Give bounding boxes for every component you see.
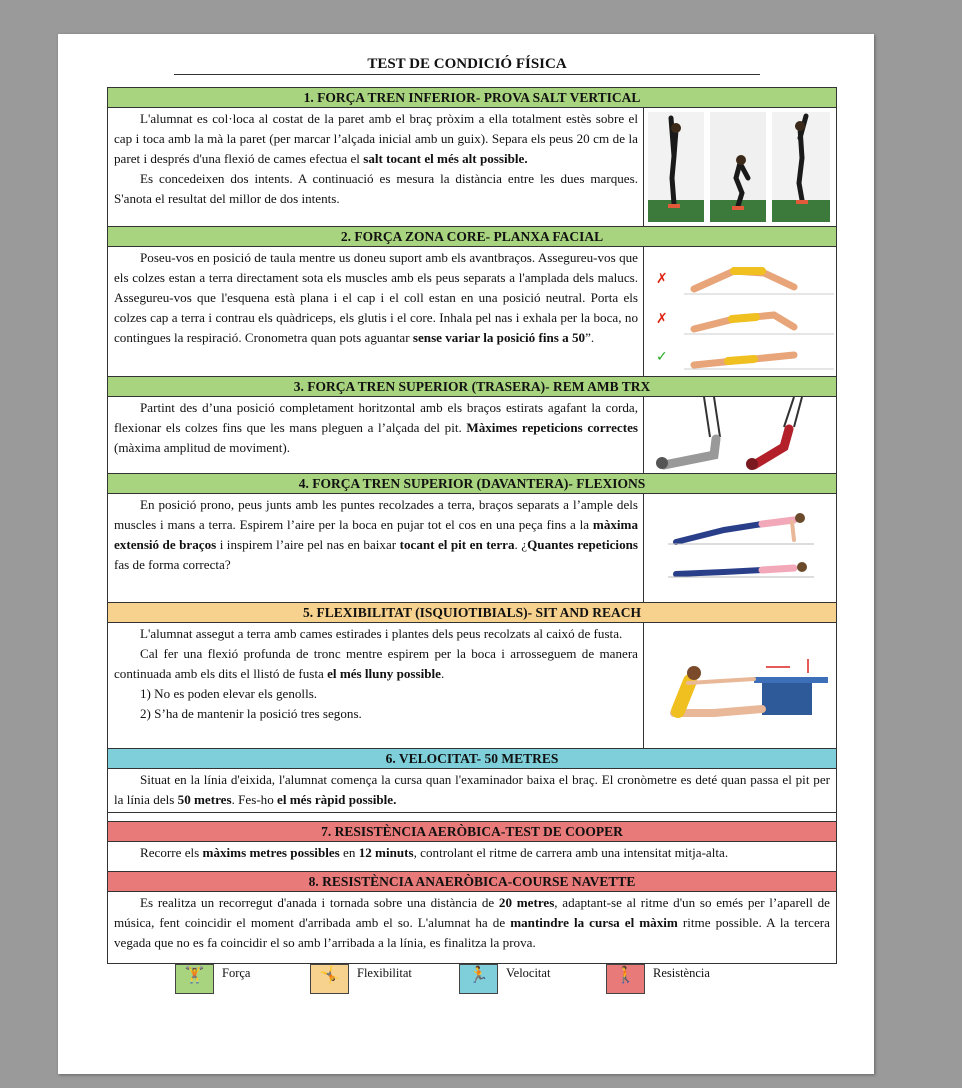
text: i inspirem l’aire pel nas en baixar <box>216 537 400 552</box>
section-7-body <box>108 842 836 872</box>
paragraph: Es concedeixen dos intents. A continuació es mesura la distància entre les dues marques. S'anota el resultat del millor de dos intents. <box>114 171 638 206</box>
plank-illustration <box>643 247 836 376</box>
tests-table <box>107 87 837 964</box>
section-5-body <box>108 623 836 749</box>
bold-text: el més ràpid possible. <box>277 792 397 807</box>
page-title: TEST DE CONDICIÓ FÍSICA <box>174 56 760 75</box>
section-4-body <box>108 494 836 603</box>
section-3-text <box>108 397 643 473</box>
text: Situat en la línia d'eixida, l'alumnat comença la cursa quan l'examinador baixa el braç. El cronòmetre es deté quan passa el pit per la línia dels <box>114 772 830 807</box>
svg-text:✓: ✓ <box>656 349 668 365</box>
paragraph: 2) S’ha de mantenir la posició tres segons. <box>140 706 362 721</box>
legend-item-velocitat <box>459 964 550 994</box>
legend-item-flexibilitat <box>310 964 412 994</box>
section-5-header: 5. FLEXIBILITAT (ISQUIOTIBIALS)- SIT AND REACH <box>108 603 836 623</box>
text: . ¿ <box>514 537 528 552</box>
text: Poseu-vos en posició de taula mentre us doneu suport amb els avantbraços. Assegureu-vos que els colzes estan a terra directament sota els muscles amb els peus separats a l'amplada dels malucs. Assegureu-vos que l'esquena està plana i el cap i el coll estan en una posició neutral. Porta els colzes cap a terra i contrau els quàdriceps, els glutis i el core. Inhala pel nas i exhala per la boca, no contingues la respiració. Cronometra quan pots aguantar <box>114 250 638 345</box>
section-8-header: 8. RESISTÈNCIA ANAERÒBICA-COURSE NAVETTE <box>108 872 836 892</box>
legend-item-resistencia <box>606 964 710 994</box>
section-2-header: 2. FORÇA ZONA CORE- PLANXA FACIAL <box>108 227 836 247</box>
legend <box>58 964 874 998</box>
section-3-body <box>108 397 836 474</box>
text: Cal fer una flexió profunda de tronc mentre espirem per la boca i arrosseguem de manera continuada amb els dits el llistó de fusta <box>114 646 638 681</box>
bold-text: 50 metres <box>177 792 232 807</box>
section-1-header: 1. FORÇA TREN INFERIOR- PROVA SALT VERTICAL <box>108 88 836 108</box>
section-1-body <box>108 108 836 227</box>
trx-row-illustration <box>643 397 836 473</box>
svg-text:✗: ✗ <box>656 271 668 287</box>
stretch-icon: 🤸 <box>310 964 349 994</box>
section-6-body <box>108 769 836 813</box>
paragraph: 1) No es poden elevar els genolls. <box>140 686 318 701</box>
vertical-jump-photo <box>643 108 836 226</box>
pushup-illustration <box>643 494 836 602</box>
bold-text: sense variar la posició fins a 50 <box>412 330 586 345</box>
section-3-header: 3. FORÇA TREN SUPERIOR (TRASERA)- REM AMB TRX <box>108 377 836 397</box>
bold-text: màxims metres possibles <box>202 845 340 860</box>
text: , adaptant-se al ritme d'un so emés per l’aparell de música, fent coincidir el moment d'arribada amb el so. L'alumnat ha de <box>114 895 830 930</box>
section-2-body <box>108 247 836 377</box>
section-2-text <box>108 247 643 376</box>
legend-label: Força <box>222 966 251 980</box>
spacer <box>108 813 836 821</box>
sit-and-reach-illustration <box>643 623 836 748</box>
legend-label: Resistència <box>653 966 710 980</box>
bold-text: salt tocant el més alt possible. <box>363 151 528 166</box>
document-page <box>58 34 874 1074</box>
section-6-header: 6. VELOCITAT- 50 METRES <box>108 749 836 769</box>
legend-label: Flexibilitat <box>357 966 412 980</box>
bold-text: 20 metres <box>498 895 555 910</box>
svg-text:✗: ✗ <box>656 311 668 327</box>
text: (màxima amplitud de moviment). <box>114 440 290 455</box>
section-5-text <box>108 623 643 748</box>
text: ”. <box>585 330 595 345</box>
section-1-text <box>108 108 643 226</box>
text: ritme possible. A la tercera vegada que no es fa coincidir el so amb l’arribada a la línia, es finalitza la prova. <box>114 915 830 950</box>
section-7-header: 7. RESISTÈNCIA AERÒBICA-TEST DE COOPER <box>108 821 836 842</box>
legend-label: Velocitat <box>506 966 551 980</box>
text: Recorre els <box>140 845 203 860</box>
bold-text: tocant el pit en terra <box>399 537 515 552</box>
section-8-text <box>108 892 836 963</box>
legend-item-forca <box>175 964 250 994</box>
text: fas de forma correcta? <box>114 557 231 572</box>
text: Partint des d’una posició completament horitzontal amb els braços estirats agafant la corda, flexionar els colzes fins que les mans pleguen a l’alçada del pit. <box>114 400 638 435</box>
text: . Fes-ho <box>231 792 278 807</box>
text: En posició prono, peus junts amb les puntes recolzades a terra, braços separats a l’ample dels muscles i mans a terra. Espirem l’aire per la boca en pujar tot el cos en una peça fins a la <box>114 497 638 532</box>
bold-text: 12 minuts <box>358 845 414 860</box>
text: Es realitza un recorregut d'anada i tornada sobre una distància de <box>140 895 499 910</box>
section-4-header: 4. FORÇA TREN SUPERIOR (DAVANTERA)- FLEXIONS <box>108 474 836 494</box>
bold-text: màxima extensió de braços <box>114 517 638 552</box>
bold-text: el més lluny possible <box>327 666 441 681</box>
section-6-text <box>108 769 836 812</box>
text: L'alumnat es col·loca al costat de la paret amb el braç pròxim a ella totalment estès sobre el cap i toca amb la mà la paret (per marcar l’alçada inicial amb un guix). Separa els peus 20 cm de la paret i després d'una flexió de cames efectua el <box>114 111 638 166</box>
text: . <box>440 666 445 681</box>
bold-text: Màximes repeticions correctes <box>466 420 638 435</box>
paragraph: L'alumnat assegut a terra amb cames estirades i plantes dels peus recolzats al caixó de fusta. <box>140 626 623 641</box>
weightlifter-icon: 🏋 <box>175 964 214 994</box>
section-7-text <box>108 842 836 871</box>
section-8-body <box>108 892 836 964</box>
text: , controlant el ritme de carrera amb una intensitat mitja-alta. <box>413 845 729 860</box>
text: en <box>339 845 359 860</box>
runner-icon: 🏃 <box>459 964 498 994</box>
bold-text: mantindre la cursa el màxim <box>510 915 678 930</box>
endurance-icon: 🚶 <box>606 964 645 994</box>
section-4-text <box>108 494 643 602</box>
bold-text: Quantes repeticions <box>527 537 638 552</box>
